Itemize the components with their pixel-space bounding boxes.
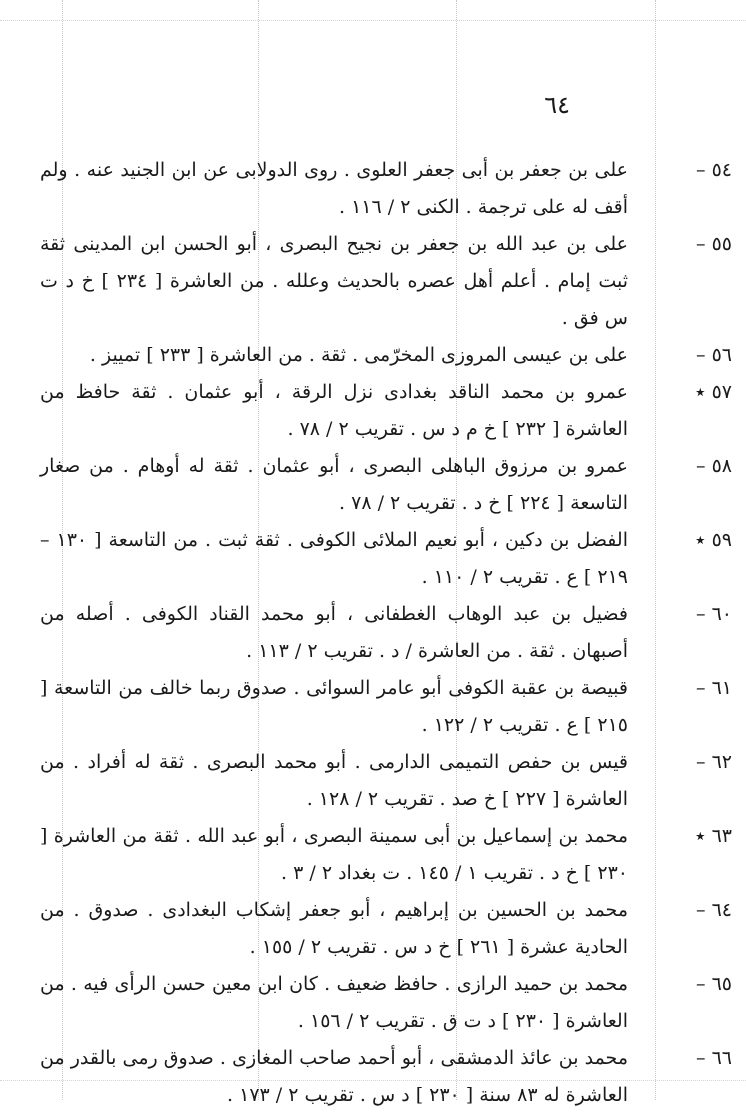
entry-text: محمد بن عائذ الدمشقى ، أبو أحمد صاحب المغازى . صدوق رمى بالقدر من العاشرة له ٨٣ سنة [ ٢٣٠ ] د س . تقريب ٢ / ١٧٣ . [40, 1047, 628, 1106]
entry-text: فضيل بن عبد الوهاب الغطفانى ، أبو محمد القناد الكوفى . أصله من أصبهان . ثقة . من العاشرة / د . تقريب ٢ / ١١٣ . [40, 603, 628, 662]
list-item [40, 670, 732, 744]
entry-number: ٥٦ – [696, 344, 732, 366]
entry-number: ٦٠ – [696, 603, 732, 625]
list-item [40, 818, 732, 892]
entry-text: قيس بن حفص التميمى الدارمى . أبو محمد البصرى . ثقة له أفراد . من العاشرة [ ٢٢٧ ] خ صد . تقريب ٢ / ١٢٨ . [40, 751, 628, 810]
list-item [40, 226, 732, 337]
list-item [40, 596, 732, 670]
entry-text: محمد بن إسماعيل بن أبى سمينة البصرى ، أبو عبد الله . ثقة من العاشرة [ ٢٣٠ ] خ د . تقريب ١ / ١٤٥ . ت بغداد ٢ / ٣ . [40, 825, 628, 884]
entry-text: محمد بن الحسين بن إبراهيم ، أبو جعفر إشكاب البغدادى . صدوق . من الحادية عشرة [ ٢٦١ ] خ د س . تقريب ٢ / ١٥٥ . [40, 899, 628, 958]
entry-number: ٦١ – [696, 677, 732, 699]
entry-text: على بن عبد الله بن جعفر بن نجيح البصرى ، أبو الحسن ابن المدينى ثقة ثبت إمام . أعلم أهل عصره بالحديث وعلله . من العاشرة [ ٢٣٤ ] خ د ت س فق . [40, 233, 628, 329]
list-item [40, 152, 732, 226]
entry-text: محمد بن حميد الرازى . حافظ ضعيف . كان ابن معين حسن الرأى فيه . من العاشرة [ ٢٣٠ ] د ت ق . تقريب ٢ / ١٥٦ . [40, 973, 628, 1032]
entry-text: على بن عيسى المروزى المخرّمى . ثقة . من العاشرة [ ٢٣٣ ] تمييز . [89, 344, 628, 366]
entry-number: ٦٤ – [696, 899, 732, 921]
scan-guide-line [0, 20, 746, 21]
entry-number: ٥٥ – [696, 233, 732, 255]
entry-text: قبيصة بن عقبة الكوفى أبو عامر السوائى . صدوق ربما خالف من التاسعة [ ٢١٥ ] ع . تقريب ٢ / ١٢٢ . [40, 677, 628, 736]
entry-number: ٥٤ – [696, 159, 732, 181]
entry-number: ٥٩ ٭ [695, 529, 732, 551]
entry-number: ٦٥ – [696, 973, 732, 995]
list-item [40, 448, 732, 522]
entry-text: عمرو بن محمد الناقد بغدادى نزل الرقة ، أبو عثمان . ثقة حافظ من العاشرة [ ٢٣٢ ] خ م د س . تقريب ٢ / ٧٨ . [40, 381, 628, 440]
entry-number: ٦٦ – [696, 1047, 732, 1069]
list-item [40, 522, 732, 596]
list-item [40, 1040, 732, 1114]
list-item [40, 892, 732, 966]
entry-list [40, 152, 732, 1114]
entry-text: على بن جعفر بن أبى جعفر العلوى . روى الدولابى عن ابن الجنيد عنه . ولم أقف له على ترجمة . الكنى ٢ / ١١٦ . [40, 159, 628, 218]
list-item [40, 966, 732, 1040]
list-item [40, 337, 732, 374]
entry-number: ٥٧ ٭ [695, 381, 732, 403]
entry-number: ٦٢ – [696, 751, 732, 773]
list-item [40, 744, 732, 818]
page-number: ٦٤ [544, 91, 570, 119]
entry-text: الفضل بن دكين ، أبو نعيم الملائى الكوفى . ثقة ثبت . من التاسعة [ ١٣٠ – ٢١٩ ] ع . تقريب ٢ / ١١٠ . [40, 529, 628, 588]
entry-number: ٥٨ – [696, 455, 732, 477]
entry-text: عمرو بن مرزوق الباهلى البصرى ، أبو عثمان . ثقة له أوهام . من صغار التاسعة [ ٢٢٤ ] خ د . تقريب ٢ / ٧٨ . [40, 455, 628, 514]
list-item [40, 374, 732, 448]
entry-number: ٦٣ ٭ [695, 825, 732, 847]
